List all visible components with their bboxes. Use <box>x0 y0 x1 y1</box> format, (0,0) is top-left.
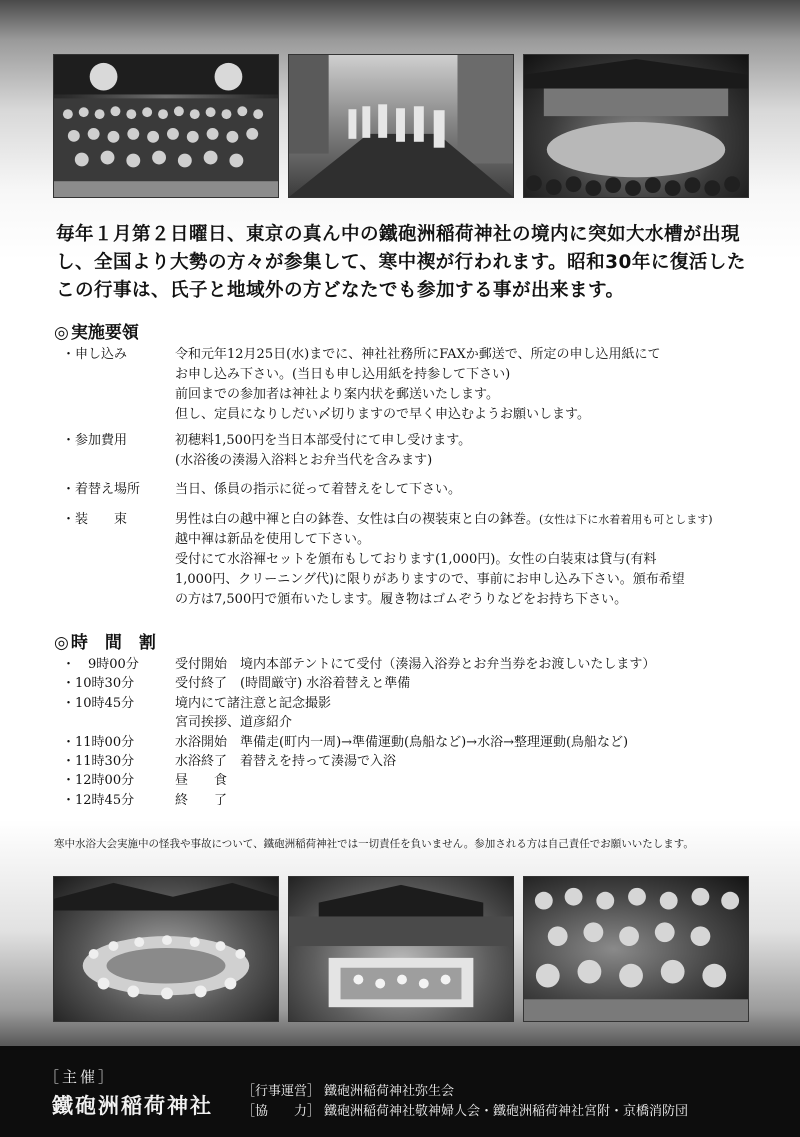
requirement-label: ・申し込み <box>62 347 128 362</box>
schedule-row <box>62 713 762 732</box>
bottom-photo-row <box>53 876 749 1022</box>
schedule-time: ・10時45分 <box>62 695 135 711</box>
schedule-desc: 水浴終了 着替えを持って湊湯で入浴 <box>175 753 397 769</box>
requirement-label: ・参加費用 <box>62 433 128 448</box>
requirement-body <box>175 345 765 425</box>
schedule-desc: 終 了 <box>175 792 228 808</box>
pool-participants-figures <box>524 877 748 1021</box>
bullet-mark: ◎ <box>54 633 69 653</box>
intro-text: 毎年１月第２日曜日、東京の真ん中の鐵砲洲稲荷神社の境内に突如大水槽が出現し、全国より大勢の方々が参集して、寒中禊が行われます。昭和30年に復活したこの行事は、氏子と地域外の方どなたでも参加する事が出来ます。 <box>56 224 746 301</box>
street-run-figures <box>289 55 513 197</box>
schedule-row <box>62 655 762 674</box>
street-run-photo-image <box>288 54 514 198</box>
requirement-line: 令和元年12月25日(水)までに、神社社務所にFAXか郵送で、所定の申し込用紙にて <box>175 347 661 362</box>
schedule-desc: 受付開始 境内本部テントにて受付（湊湯入浴券とお弁当券をお渡しいたします） <box>175 657 656 672</box>
top-photo-row <box>53 54 749 198</box>
pool-circle-photo-image <box>53 876 279 1022</box>
requirement-line: の方は7,500円で頒布いたします。履き物はゴムぞうりなどをお持ち下さい。 <box>175 592 628 607</box>
requirement-line: 当日、係員の指示に従って着替えをして下さい。 <box>175 482 462 497</box>
attire-line-text: 男性は白の越中褌と白の鉢巻、女性は白の禊装束と白の鉢巻。 <box>175 512 540 527</box>
schedule-time: ・ 9時00分 <box>62 657 139 672</box>
cooperation-value: 鐵砲洲稲荷神社敬神婦人会・鐵砲洲稲荷神社宮附・京橋消防団 <box>324 1104 689 1119</box>
host-label: ［主催］ <box>44 1068 117 1086</box>
attire-note: (女性は下に水着着用も可とします) <box>539 513 713 526</box>
requirement-line: (水浴後の湊湯入浴料とお弁当代を含みます) <box>175 453 433 468</box>
operation-value: 鐵砲洲稲荷神社弥生会 <box>324 1084 455 1099</box>
requirement-label: ・着替え場所 <box>62 482 141 497</box>
cooperation-row <box>242 1100 688 1119</box>
shrine-crowd-photo-image <box>523 54 749 198</box>
group-photo-image <box>53 54 279 198</box>
schedule-list <box>62 655 762 810</box>
schedule-time: ・11時30分 <box>62 753 135 769</box>
pool-circle-figures <box>54 877 278 1021</box>
schedule-time: ・10時30分 <box>62 676 135 692</box>
shrine-crowd-figures <box>524 55 748 197</box>
schedule-row <box>62 733 762 752</box>
schedule-desc: 水浴開始 準備走(町内一周)→準備運動(鳥船など)→水浴→整理運動(鳥船など) <box>175 734 629 750</box>
schedule-desc: 宮司挨拶、道彦紹介 <box>175 715 293 731</box>
operation-row <box>242 1080 454 1099</box>
disclaimer-text: 寒中水浴大会実施中の怪我や事故について、鐵砲洲稲荷神社では一切責任を負いません。参加される方は自己責任でお願いいたします。 <box>54 838 694 850</box>
requirements-heading <box>54 318 139 343</box>
schedule-row <box>62 674 762 693</box>
requirement-body <box>175 431 765 471</box>
requirement-line: お申し込み下さい。(当日も申し込用紙を持参して下さい) <box>175 367 511 382</box>
footer-bar <box>0 1046 800 1137</box>
schedule-time: ・12時45分 <box>62 792 135 808</box>
requirement-line: 受付にて水浴褌セットを頒布もしております(1,000円)。女性の白装束は貸与(有料 <box>175 552 657 567</box>
cooperation-label: ［協 力］ <box>242 1104 321 1119</box>
requirement-line: 初穂料1,500円を当日本部受付にて申し受けます。 <box>175 433 472 448</box>
requirement-body <box>175 510 765 610</box>
schedule-desc: 境内にて諸注意と記念撮影 <box>175 695 332 711</box>
requirement-line: 前回までの参加者は神社より案内状を郵送いたします。 <box>175 387 499 402</box>
group-photo-figures <box>54 55 278 197</box>
schedule-desc: 昼 食 <box>175 773 228 789</box>
requirements-title: 実施要領 <box>70 323 139 343</box>
requirement-line: 但し、定員になりしだい〆切りますので早く申込むようお願いします。 <box>175 407 590 422</box>
schedule-desc: 受付終了 (時間厳守) 水浴着替えと準備 <box>175 676 411 692</box>
requirement-line <box>175 510 765 530</box>
schedule-row <box>62 694 762 713</box>
host-name: 鐵砲洲稲荷神社 <box>52 1093 213 1118</box>
operation-label: ［行事運営］ <box>242 1084 321 1099</box>
bullet-mark: ◎ <box>54 323 69 343</box>
schedule-time: ・11時00分 <box>62 734 135 750</box>
schedule-row <box>62 771 762 790</box>
schedule-row <box>62 791 762 810</box>
pool-overview-photo-image <box>288 876 514 1022</box>
schedule-heading <box>54 628 156 653</box>
schedule-row <box>62 752 762 771</box>
pool-participants-photo-image <box>523 876 749 1022</box>
requirement-body <box>175 480 765 500</box>
schedule-title: 時 間 割 <box>70 633 156 653</box>
requirement-line: 1,000円、クリーニング代)に限りがありますので、事前にお申し込み下さい。頒布希望 <box>175 572 685 587</box>
requirement-line: 越中褌は新品を使用して下さい。 <box>175 532 371 547</box>
schedule-time: ・12時00分 <box>62 773 135 789</box>
requirement-label: ・装 束 <box>62 512 128 527</box>
pool-overview-figures <box>289 877 513 1021</box>
